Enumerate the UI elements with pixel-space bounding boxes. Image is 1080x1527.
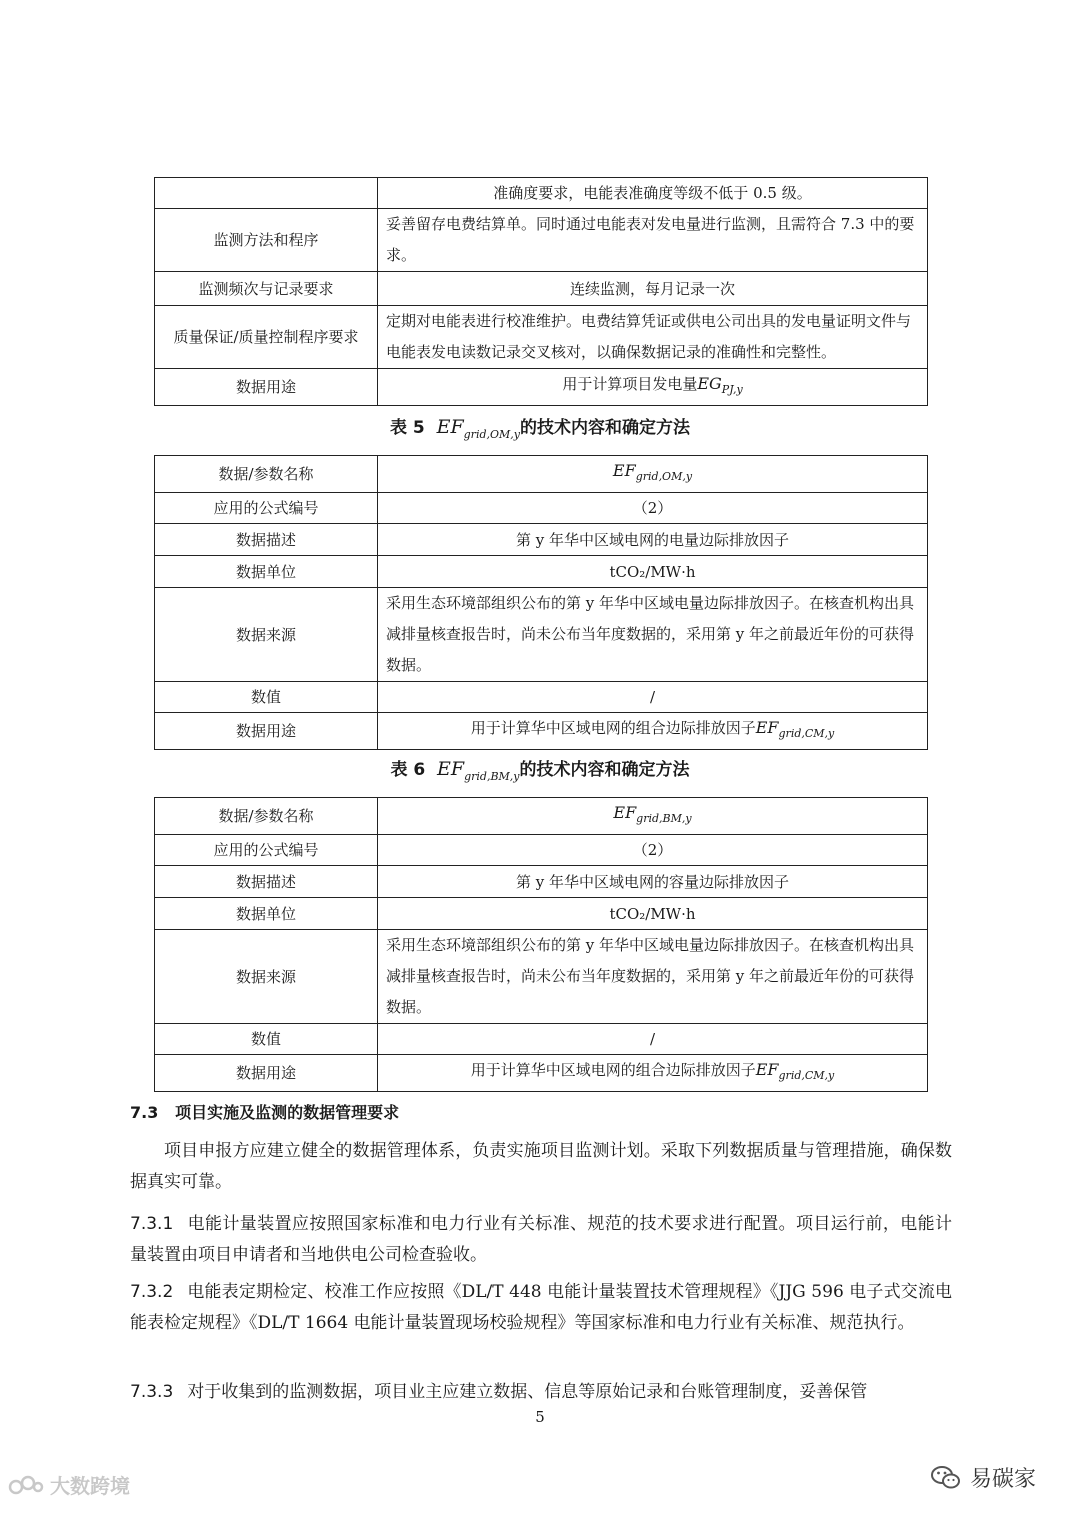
row-key: 数据/参数名称: [155, 456, 378, 493]
table-row: [155, 682, 928, 713]
row-value-text: 用于计算项目发电量: [562, 375, 698, 393]
row-value: [378, 1055, 928, 1092]
clause-number: 7.3.1: [130, 1214, 174, 1234]
row-key: 数据/参数名称: [155, 798, 378, 835]
section-intro: 项目申报方应建立健全的数据管理体系，负责实施项目监测计划。采取下列数据质量与管理措施，确保数据真实可靠。: [130, 1141, 952, 1192]
clause-7-3-3: [130, 1377, 952, 1408]
table-row: [155, 369, 928, 406]
row-value: 采用生态环境部组织公布的第 y 年华中区域电量边际排放因子。在核查机构出具减排量核查报告时，尚未公布当年度数据的，采用第 y 年之前最近年份的可获得数据。: [378, 588, 928, 682]
caption-symbol: $EF_{grid,OM,y}$: [436, 416, 520, 441]
table-row: [155, 456, 928, 493]
table-row: [155, 898, 928, 930]
clause-text: 电能计量装置应按照国家标准和电力行业有关标准、规范的技术要求进行配置。项目运行前，电能计量装置由项目申请者和当地供电公司检查验收。: [130, 1214, 952, 1265]
clause-number: 7.3.3: [130, 1382, 174, 1402]
row-value: 定期对电能表进行校准维护。电费结算凭证或供电公司出具的发电量证明文件与电能表发电读数记录交叉核对，以确保数据记录的准确性和完整性。: [378, 306, 928, 369]
row-key: 数据来源: [155, 588, 378, 682]
table-5-caption: 表 5 $EF_{grid,OM,y}$的技术内容和确定方法: [389, 416, 690, 441]
row-key: 应用的公式编号: [155, 835, 378, 866]
table-row: [155, 1055, 928, 1092]
clause-text: 电能表定期检定、校准工作应按照《DL/T 448 电能计量装置技术管理规程》《JJG 596 电子式交流电能表检定规程》《DL/T 1664 电能计量装置现场校验规程》等国家标准和电力行业有关标准、规范执行。: [130, 1282, 952, 1333]
row-value: [378, 713, 928, 750]
table-6: [154, 797, 928, 1092]
row-value: [378, 369, 928, 406]
clause-7-3-2: [130, 1277, 952, 1339]
row-key: 数据单位: [155, 898, 378, 930]
symbol: $EF_{grid,CM,y}$: [755, 1060, 835, 1083]
table-4-continued: [154, 177, 928, 406]
table-5: [154, 455, 928, 750]
watermark-left-text: 大数跨境: [50, 1474, 130, 1498]
symbol: $EF_{grid,BM,y}$: [613, 803, 692, 826]
row-value: 妥善留存电费结算单。同时通过电能表对发电量进行监测，且需符合 7.3 中的要求。: [378, 209, 928, 272]
table-row: [155, 1024, 928, 1055]
watermark-right: [930, 1462, 1036, 1493]
row-value: （2）: [378, 493, 928, 524]
row-key: 数据用途: [155, 713, 378, 750]
row-value: （2）: [378, 835, 928, 866]
row-value: 第 y 年华中区域电网的电量边际排放因子: [378, 524, 928, 556]
section-heading: 7.3 项目实施及监测的数据管理要求: [130, 1103, 400, 1122]
row-value-text: 用于计算华中区域电网的组合边际排放因子: [470, 719, 756, 738]
row-key: 数据描述: [155, 524, 378, 556]
wechat-icon: [930, 1464, 962, 1492]
clause-7-3-1: [130, 1209, 952, 1271]
symbol: $EF_{grid,CM,y}$: [755, 718, 835, 741]
clause-number: 7.3.2: [130, 1282, 174, 1302]
table-row: [155, 209, 928, 272]
table-row: [155, 178, 928, 209]
table-row: [155, 272, 928, 306]
row-value: 采用生态环境部组织公布的第 y 年华中区域电量边际排放因子。在核查机构出具减排量核查报告时，尚未公布当年度数据的，采用第 y 年之前最近年份的可获得数据。: [378, 930, 928, 1024]
row-key: 数据来源: [155, 930, 378, 1024]
row-value-text: 用于计算华中区域电网的组合边际排放因子: [470, 1061, 756, 1080]
row-key: 监测方法和程序: [155, 209, 378, 272]
row-key: 数据用途: [155, 1055, 378, 1092]
row-key: 数据用途: [155, 369, 378, 406]
table-row: [155, 835, 928, 866]
row-key: 数据描述: [155, 866, 378, 898]
row-value: /: [378, 682, 928, 713]
table-row: [155, 866, 928, 898]
table-row: [155, 798, 928, 835]
watermark-right-text: 易碳家: [970, 1467, 1037, 1492]
row-key: [155, 178, 378, 209]
table-row: [155, 556, 928, 588]
table-row: [155, 306, 928, 369]
caption-symbol: $EF_{grid,BM,y}$: [437, 758, 520, 783]
row-value: [378, 456, 928, 493]
row-key: 应用的公式编号: [155, 493, 378, 524]
row-key: 质量保证/质量控制程序要求: [155, 306, 378, 369]
row-key: 监测频次与记录要求: [155, 272, 378, 306]
table-row: [155, 713, 928, 750]
watermark-left: [8, 1470, 130, 1499]
table-6-caption: 表 6 $EF_{grid,BM,y}$的技术内容和确定方法: [390, 758, 690, 783]
row-value: tCO₂/MW·h: [378, 556, 928, 588]
row-value: 连续监测，每月记录一次: [378, 272, 928, 306]
page-number: 5: [535, 1408, 545, 1426]
table-row: [155, 930, 928, 1024]
symbol: $EF_{grid,OM,y}$: [612, 461, 693, 484]
row-value: 第 y 年华中区域电网的容量边际排放因子: [378, 866, 928, 898]
table-row: [155, 588, 928, 682]
row-key: 数据单位: [155, 556, 378, 588]
table-row: [155, 493, 928, 524]
watermark-logo-icon: [8, 1473, 44, 1497]
clause-text: 对于收集到的监测数据，项目业主应建立数据、信息等原始记录和台账管理制度，妥善保管: [187, 1382, 868, 1402]
row-key: 数值: [155, 1024, 378, 1055]
row-value: 准确度要求，电能表准确度等级不低于 0.5 级。: [378, 178, 928, 209]
row-value: tCO₂/MW·h: [378, 898, 928, 930]
symbol: $EG_{PJ,y}$: [697, 374, 743, 397]
row-value: [378, 798, 928, 835]
row-value: /: [378, 1024, 928, 1055]
table-row: [155, 524, 928, 556]
row-key: 数值: [155, 682, 378, 713]
